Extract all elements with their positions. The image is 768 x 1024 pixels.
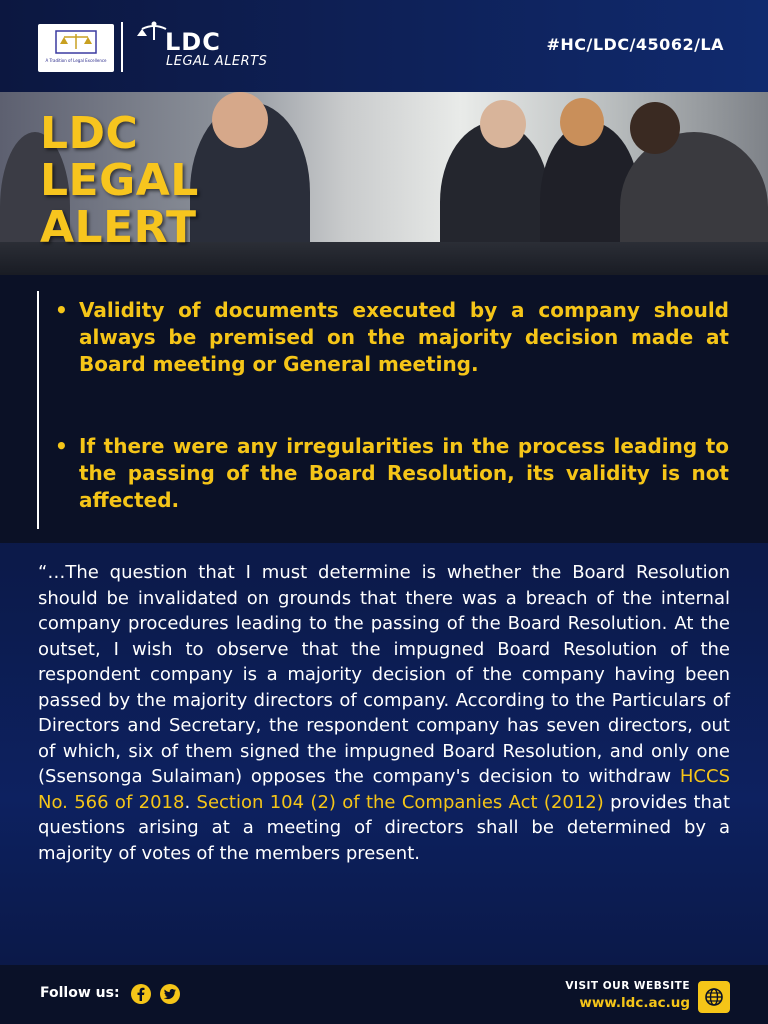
quote-text: . [184,791,197,813]
judgment-quote [38,560,730,866]
ldc-logo [38,24,114,72]
quote-text: “…The question that I must determine is whether the Board Resolution should be invalidated on grounds that there was a breach of the internal company procedures leading to the passing of the Board Resolution. At the outset, I wish to observe that the impugned Board Resolution of the respondent company is a majority decision of the company having been passed by the majority directors of company. According to the Particulars of Directors and Secretary, the respondent company has seven directors, out of which, six of them signed the impugned Board Resolution, and only one (Ssensonga Sulaiman) opposes the company's decision to withdraw [38,562,730,787]
footer [0,965,768,1024]
person-face [212,92,268,148]
bullet-point: • Validity of documents executed by a company should always be premised on the majority decision made at Board meeting or General meeting. [79,297,729,378]
globe-icon[interactable] [698,981,730,1013]
hero-title-line: LDC [40,108,139,159]
case-citation: HCCS No. 566 of 2018 [38,766,730,813]
header-divider [121,22,123,72]
person-face [480,100,526,148]
hero-title [40,110,199,251]
header [0,0,768,92]
reference-number: #HC/LDC/45062/LA [546,35,724,54]
key-points [0,275,768,543]
visit-website-label: VISIT OUR WEBSITE [565,980,690,992]
logo-tagline: A Tradition of Legal Excellence [45,58,107,63]
twitter-icon[interactable] [160,984,180,1004]
scales-logo-icon [54,29,98,55]
facebook-icon[interactable] [131,984,151,1004]
person-face [630,102,680,154]
person-face [560,98,604,146]
website-link[interactable]: www.ldc.ac.ug [579,995,690,1011]
hero-title-line: ALERT [40,202,197,253]
hero-title-line: LEGAL [40,155,199,206]
accent-line [37,291,39,529]
follow-label: Follow us: [40,985,120,1001]
brand-title: LDC [165,28,221,56]
bullet-point: • If there were any irregularities in the process leading to the passing of the Board Resolution, its validity is not affected. [79,433,729,514]
statute-citation: Section 104 (2) of the Companies Act (2012) [196,791,604,813]
hero-photo [0,92,768,275]
brand-subtitle: LEGAL ALERTS [166,54,268,69]
quote-text: provides that questions arising at a meeting of directors shall be determined by a majority of votes of the members present. [38,791,730,864]
